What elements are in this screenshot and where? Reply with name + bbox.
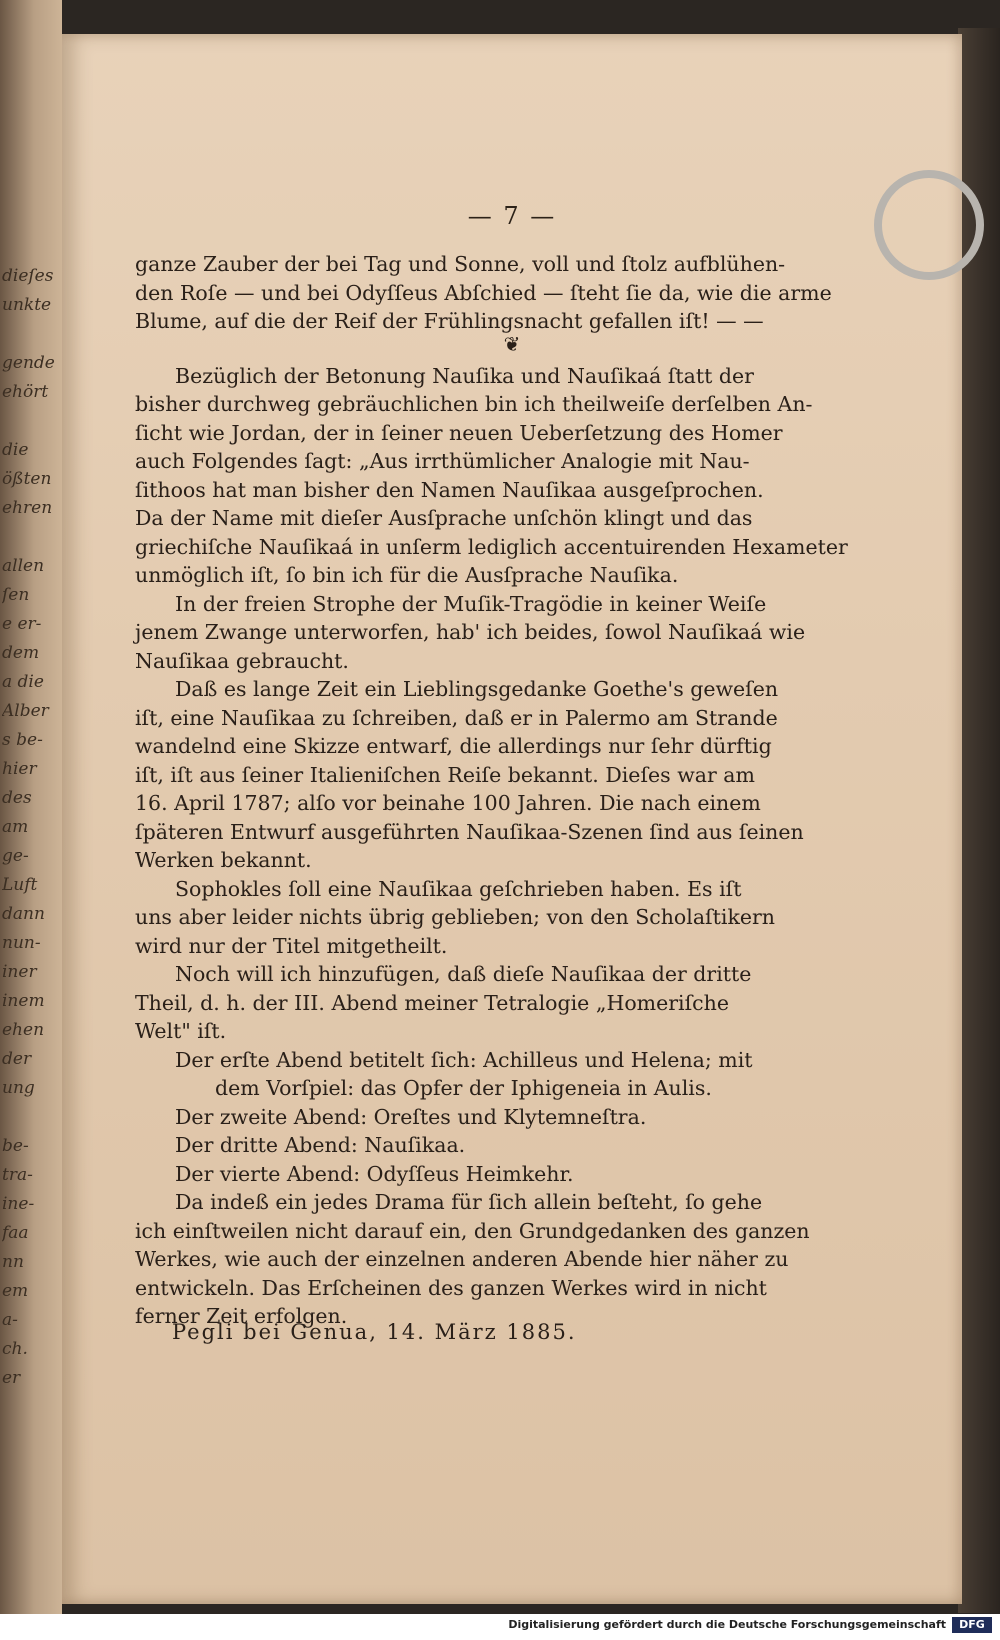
- paragraph-line: ſithoos hat man bisher den Namen Nauſikaa ausgeſprochen.: [135, 477, 764, 502]
- paragraph-line: den Roſe — und bei Odyſſeus Abſchied — ſteht ſie da, wie die arme: [135, 280, 832, 305]
- paragraph-line: Noch will ich hinzufügen, daß dieſe Nauſikaa der dritte: [175, 962, 752, 986]
- left-page-fragment: em: [2, 1281, 29, 1301]
- dfg-logo: DFG: [952, 1617, 992, 1633]
- left-page-fragment: des: [2, 788, 32, 808]
- left-page-fragment: ehen: [2, 1020, 45, 1040]
- left-page-fragment: [2, 521, 60, 550]
- paragraph-line: iſt, iſt aus ſeiner Italieniſchen Reiſe bekannt. Dieſes war am: [135, 762, 755, 787]
- evening-line: Der dritte Abend: Nauſikaa.: [175, 1133, 466, 1157]
- paragraph-line: ſicht wie Jordan, der in ſeiner neuen Ueberſetzung des Homer: [135, 420, 783, 445]
- left-page-fragment: hier: [2, 759, 37, 779]
- paragraph-line: Daß es lange Zeit ein Lieblingsgedanke Goethe's geweſen: [175, 677, 779, 701]
- left-page-edge: [0, 0, 62, 1640]
- left-page-fragment: be-: [2, 1136, 29, 1156]
- paragraph-line: 16. April 1787; alſo vor beinahe 100 Jahren. Die nach einem: [135, 791, 761, 815]
- page-number: — 7 —: [467, 202, 557, 230]
- left-page-fragment: unkte: [2, 295, 52, 315]
- paragraph-line: Theil, d. h. der III. Abend meiner Tetralogie „Homeriſche: [135, 990, 729, 1015]
- paragraph-line: wandelnd eine Skizze entwarf, die allerdings nur ſehr dürftig: [135, 734, 772, 758]
- left-page-fragment: ch.: [2, 1339, 28, 1359]
- left-page-fragment: die: [2, 440, 29, 460]
- left-page-fragment: tra-: [2, 1165, 33, 1185]
- paragraph-line: bisher durchweg gebräuchlichen bin ich theilweiſe derſelben An-: [135, 392, 813, 416]
- left-page-fragment: er: [2, 1368, 21, 1388]
- left-page-fragment: [2, 318, 60, 347]
- left-page-fragment: ehren: [2, 498, 53, 518]
- left-page-fragment: [2, 405, 60, 434]
- left-page-fragment: ung: [2, 1078, 35, 1098]
- left-page-fragment: [2, 1101, 60, 1130]
- paragraph-line: Bezüglich der Betonung Nauſika und Nauſikaá ſtatt der: [175, 363, 754, 388]
- paragraph-line: griechiſche Nauſikaá in unſerm lediglich accentuirenden Hexameter: [135, 534, 848, 559]
- paragraph-line: iſt, eine Nauſikaa zu ſchreiben, daß er in Palermo am Strande: [135, 705, 778, 730]
- closing-line: ferner Zeit erfolgen.: [135, 1304, 348, 1328]
- page-clip-icon: [874, 170, 984, 280]
- paragraph-line: jenem Zwange unterworfen, hab' ich beides, ſowol Nauſikaá wie: [135, 620, 806, 644]
- book-page: [62, 34, 962, 1604]
- evening-line: Der erſte Abend betitelt ſich: Achilleus und Helena; mit: [175, 1047, 753, 1072]
- left-page-fragment: dann: [2, 904, 45, 924]
- closing-line: ich einſtweilen nicht darauf ein, den Grundgedanken des ganzen: [135, 1218, 810, 1243]
- left-page-fragment: allen: [2, 556, 45, 576]
- paragraph-line: Blume, auf die der Reif der Frühlingsnacht gefallen iſt! — —: [135, 309, 764, 333]
- left-page-fragment: Luft: [2, 875, 38, 895]
- left-page-fragment: ößten: [2, 469, 52, 489]
- signature-line: Pegli bei Genua, 14. März 1885.: [172, 1320, 577, 1344]
- left-page-fragment: inem: [2, 991, 45, 1011]
- left-page-fragment: nun-: [2, 933, 41, 953]
- footer-credit: Digitalisierung gefördert durch die Deutsche Forschungsgemeinschaft: [508, 1618, 946, 1631]
- paragraph-line: uns aber leider nichts übrig geblieben; von den Scholaſtikern: [135, 905, 775, 929]
- left-page-fragment: dem: [2, 643, 40, 663]
- left-page-fragment: Alber: [2, 701, 49, 721]
- left-page-fragment: ehört: [2, 382, 49, 402]
- left-page-fragment: gende: [2, 353, 55, 373]
- left-page-fragment: am: [2, 817, 29, 837]
- paragraph-line: unmöglich iſt, ſo bin ich für die Ausſprache Nauſika.: [135, 563, 679, 587]
- left-page-fragment: ſen: [2, 585, 30, 605]
- paragraph-line: Da der Name mit dieſer Ausſprache unſchön klingt und das: [135, 506, 753, 530]
- evening-line: Der zweite Abend: Oreſtes und Klytemneſtra.: [175, 1104, 647, 1129]
- paragraph-line: ſpäteren Entwurf ausgeführten Nauſikaa-Szenen ſind aus ſeinen: [135, 819, 804, 844]
- left-page-fragment: der: [2, 1049, 32, 1069]
- evening-line: dem Vorſpiel: das Opfer der Iphigeneia in Aulis.: [215, 1076, 712, 1100]
- paragraph-spacer: [135, 336, 745, 362]
- closing-line: Werkes, wie auch der einzelnen anderen Abende hier näher zu: [135, 1247, 789, 1271]
- left-page-fragment: s be-: [2, 730, 43, 750]
- paragraph-line: Nauſikaa gebraucht.: [135, 648, 349, 673]
- section-ornament: ❦: [503, 332, 521, 356]
- paragraph-line: Welt" iſt.: [135, 1019, 227, 1043]
- paragraph-line: auch Folgendes ſagt: „Aus irrthümlicher Analogie mit Nau-: [135, 449, 750, 473]
- paragraph-line: Sophokles ſoll eine Nauſikaa geſchrieben haben. Es iſt: [175, 876, 742, 901]
- left-page-fragments: [2, 260, 60, 1440]
- paragraph-line: wird nur der Titel mitgetheilt.: [135, 933, 448, 958]
- left-page-fragment: dieſes: [2, 266, 54, 286]
- left-page-fragment: ge-: [2, 846, 29, 866]
- left-page-fragment: ine-: [2, 1194, 35, 1214]
- left-page-fragment: faa: [2, 1223, 29, 1243]
- evening-line: Der vierte Abend: Odyſſeus Heimkehr.: [175, 1161, 574, 1186]
- left-page-fragment: a-: [2, 1310, 18, 1330]
- left-page-fragment: iner: [2, 962, 37, 982]
- left-page-fragment: nn: [2, 1252, 24, 1272]
- paragraph-line: ganze Zauber der bei Tag und Sonne, voll und ſtolz aufblühen-: [135, 252, 786, 276]
- body-text: [135, 250, 848, 1331]
- left-page-fragment: e er-: [2, 614, 42, 634]
- closing-line: entwickeln. Das Erſcheinen des ganzen Werkes wird in nicht: [135, 1275, 767, 1300]
- paragraph-line: In der freien Strophe der Muſik-Tragödie in keiner Weiſe: [175, 591, 767, 616]
- paragraph-line: Werken bekannt.: [135, 848, 312, 872]
- left-page-fragment: a die: [2, 672, 44, 692]
- closing-line: Da indeß ein jedes Drama für ſich allein beſteht, ſo gehe: [175, 1190, 763, 1214]
